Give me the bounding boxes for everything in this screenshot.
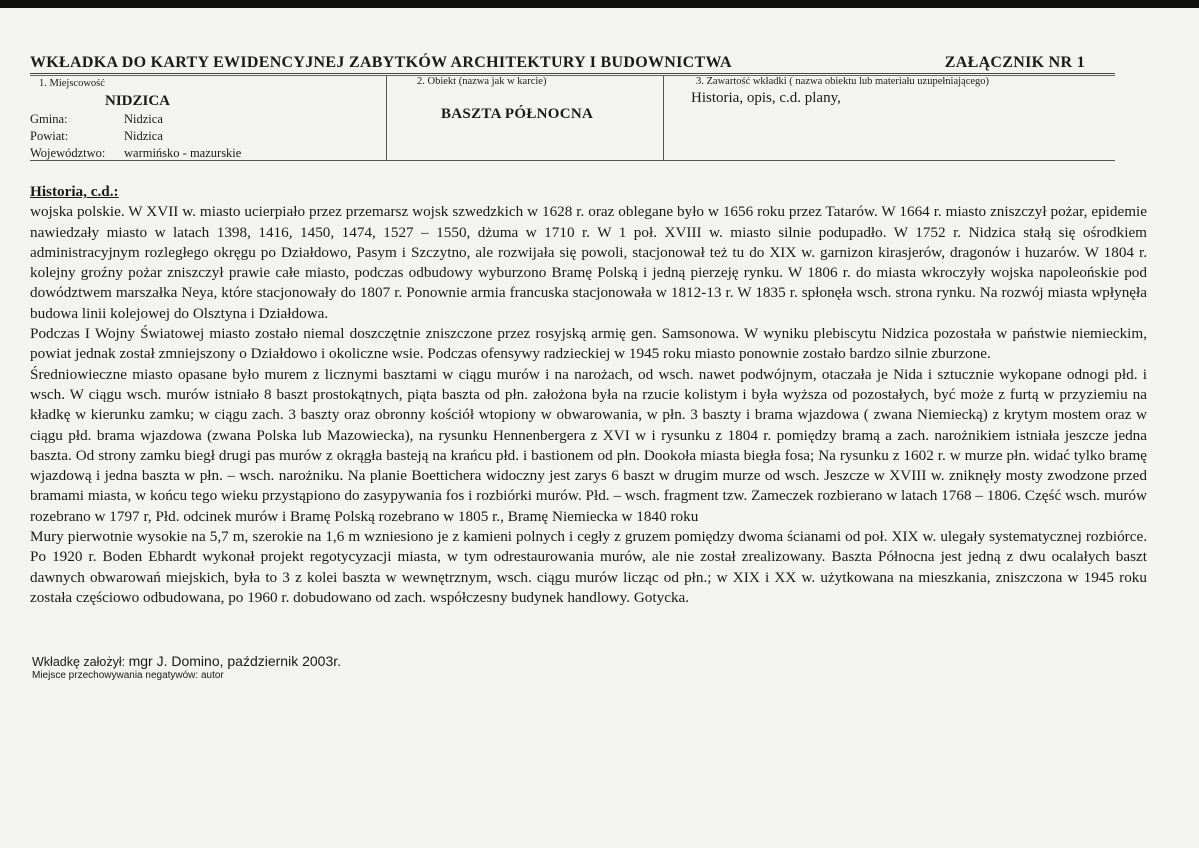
gmina-label: Gmina: [30, 112, 68, 126]
powiat-value: Nidzica [124, 129, 163, 143]
locality-value: NIDZICA [105, 93, 171, 109]
object-box [387, 76, 663, 160]
object-value: BASZTA PÓŁNOCNA [441, 106, 594, 122]
history-paragraph-4: Mury pierwotnie wysokie na 5,7 m, szerokie na 1,6 m wzniesiono je z kamieni polnych i cegły z gruzem pomiędzy dwoma ścianami od poł. XIX w. ulegały systematycznej rozbiórce. Po 1920 r. Boden Ebhardt wykonał projekt regotycyzacji miasta, w tym odrestaurowania murów, ale nie został zrealizowany. Baszta Północna jest jedną z dwu ocalałych baszt dawnych obwarowań miejskich, była to 3 z kolei baszta w wewnętrznym, wsch. ciągu murów licząc od płn.; w XIX i XX w. użytkowana na mieszkania, zniszczona w 1945 roku została częściowo odbudowana, po 1960 r. dobudowano od zach. współczesny budynek handlowy. Gotycka. [30, 528, 1147, 606]
attachment-number: ZAŁĄCZNIK NR 1 [944, 54, 1085, 71]
author-label: Wkładkę założył: [32, 655, 126, 669]
contents-box [664, 76, 1114, 160]
document-title: WKŁADKA DO KARTY EWIDENCYJNEJ ZABYTKÓW ARCHITEKTURY I BUDOWNICTWA [30, 54, 732, 71]
history-paragraph-3: Średniowieczne miasto opasane było murem z licznymi basztami w ciągu murów i na narożach, od wsch. nawet podwójnym, otaczała je Nida i sztucznie wykopane odnogi płd. i wsch. W ciągu wsch. murów istniało 8 baszt prostokątnych, piąta baszta od płn. założona była na rzucie kolistym i była wyższa od pozostałych, być może z furtą w przyziemiu na kładkę w kierunku zamku; w ciągu zach. 3 baszty oraz obronny kościół wtopiony w obwarowania, w płn. 3 baszty i brama wjazdowa ( zwana Niemiecką) z krytym mostem oraz w ciągu płd. brama wjazdowa (zwana Polska lub Mazowiecka), na rysunku Hennenbergera z XVI w i rysunku z 1804 r. pomiędzy bramą a zach. narożnikiem istniała jeszcze jedna baszta. Od strony zamku biegł drugi pas murów z okrągła basteją na krańcu płd. i bastionem od płn. Dookoła miasta biegła fosa; Na rysunku z 1602 r. w murze płn. widać tylko bramę wjazdową i jedna baszta w płn. – wsch. narożniku. Na planie Boettichera widoczny jest zarys 6 baszt w drugim murze od wsch. Jeszcze w XVIII w. zniknęły mosty zwodzone przed bramami miasta, w końcu tego wieku przystąpiono do zasypywania fos i rozbiórki murów. Płd. – wsch. fragment tzw. Zameczek rozbierano w latach 1768 – 1806. Część wsch. murów rozebrano w 1797 r, Płd. odcinek murów i Bramę Polską rozebrano w 1805 r., Bramę Niemiecka w 1840 roku [30, 365, 1147, 525]
contents-value: Historia, opis, c.d. plany, [691, 90, 841, 106]
author-value: mgr J. Domino, październik 2003r. [128, 653, 342, 669]
voivodeship-label: Województwo: [30, 146, 106, 160]
history-heading: Historia, c.d.: [30, 183, 119, 200]
powiat-label: Powiat: [30, 129, 69, 143]
history-paragraph-2: Podczas I Wojny Światowej miasto zostało niemal doszczętnie zniszczone przez rosyjską armię gen. Samsonowa. W wyniku plebiscytu Nidzica pozostała w państwie niemieckim, powiat jednak został zmniejszony o Działdowo i okoliczne wsie. Podczas ofensywy radzieckiej w 1945 roku miasto ponownie zostało bardzo silnie zburzone. [30, 325, 1147, 363]
history-section [30, 182, 1147, 608]
object-label: 2. Obiekt (nazwa jak w karcie) [417, 76, 547, 87]
header-rule [30, 73, 1115, 74]
gmina-value: Nidzica [124, 112, 163, 126]
history-paragraph-1: wojska polskie. W XVII w. miasto ucierpiało przez przemarsz wojsk szwedzkich w 1628 r. oraz oblegane było w 1656 roku przez Tatarów. W 1664 r. miasto zniszczył pożar, epidemie nawiedzały miasto w latach 1398, 1416, 1450, 1474, 1527 – 1550, dżuma w 1710 r. W 1 poł. XVIII w. miasto silnie podupadło. W 1752 r. Nidzica stałą się ośrodkiem administracyjnym rozległego okręgu po Działdowo, Pasym i Szczytno, ale rozwijała się powoli, stacjonował też tu do XIX w. garnizon kirasjerów, dragonów i huzarów. W 1804 r. kolejny groźny pożar zniszczył prawie całe miasto, podczas odbudowy wyburzono Bramę Polską i jedną pierzeję rynku. W 1806 r. do miasta wkroczyły wojska napoleońskie pod dowództwem marszałka Neya, które stacjonowały do 1807 r. Ponownie armia francuska stacjonowała w 1812-13 r. W 1835 r. spłonęła wsch. strona rynku. Na rozwój miasta wpłynęła budowa linii kolejowej do Olsztyna i Działdowa. [30, 203, 1147, 322]
scan-top-edge [0, 0, 1199, 8]
contents-label: 3. Zawartość wkładki ( nazwa obiektu lub materiału uzupełniającego) [696, 76, 990, 87]
locality-label: 1. Miejscowość [39, 78, 105, 89]
info-grid [30, 76, 1115, 160]
voivodeship-value: warmińsko - mazurskie [124, 146, 242, 160]
negatives-location: Miejsce przechowywania negatywów: autor [32, 670, 224, 681]
author-line [32, 653, 341, 669]
grid-bottom-rule [30, 160, 1115, 161]
locality-box [30, 76, 386, 160]
